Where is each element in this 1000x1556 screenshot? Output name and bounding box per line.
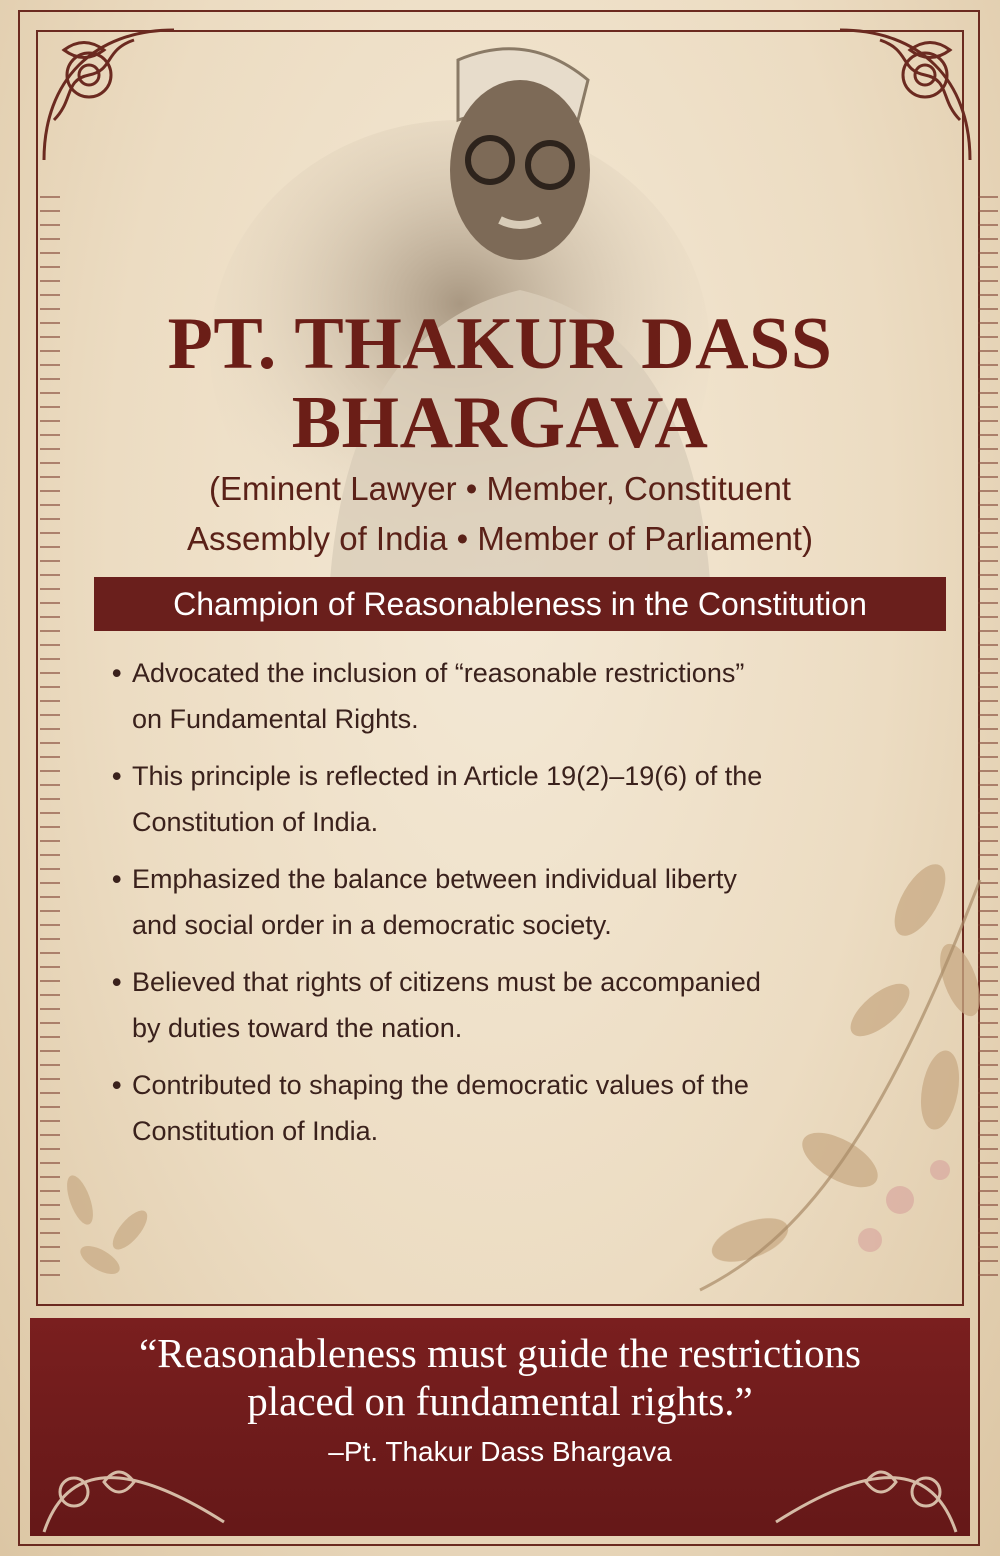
left-floral-decoration-icon xyxy=(40,1160,210,1300)
top-right-ornament-icon xyxy=(830,20,980,170)
top-left-ornament-icon xyxy=(34,20,184,170)
list-item xyxy=(112,856,892,948)
point-line-2: Constitution of India. xyxy=(132,807,379,837)
point-line-1: This principle is reflected in Article 19(2)–19(6) of the xyxy=(132,761,763,791)
point-line-1: Believed that rights of citizens must be accompanied xyxy=(132,967,761,997)
title-line-1: PT. THAKUR DASS xyxy=(167,303,833,385)
point-line-1: Emphasized the balance between individual liberty xyxy=(132,864,737,894)
list-item xyxy=(112,959,892,1051)
bullet: • xyxy=(112,658,122,688)
list-item xyxy=(112,753,892,845)
key-points-list xyxy=(112,650,892,1165)
point-line-2: Constitution of India. xyxy=(132,1116,379,1146)
subtitle-line-2: Assembly of India • Member of Parliament) xyxy=(187,520,813,557)
point-line-2: and social order in a democratic society. xyxy=(132,910,612,940)
quote-line-1: “Reasonableness must guide the restrictions xyxy=(139,1330,861,1376)
list-item xyxy=(112,650,892,742)
point-line-1: Contributed to shaping the democratic values of the xyxy=(132,1070,749,1100)
title-line-2: BHARGAVA xyxy=(291,382,709,464)
point-line-1: Advocated the inclusion of “reasonable restrictions” xyxy=(132,658,745,688)
subtitle-line-1: (Eminent Lawyer • Member, Constituent xyxy=(209,470,791,507)
quote-line-2: placed on fundamental rights.” xyxy=(247,1378,753,1424)
quote-attribution: –Pt. Thakur Dass Bhargava xyxy=(328,1436,672,1467)
point-line-2: on Fundamental Rights. xyxy=(132,704,419,734)
point-line-2: by duties toward the nation. xyxy=(132,1013,463,1043)
bullet: • xyxy=(112,864,122,894)
bullet: • xyxy=(112,761,122,791)
bullet: • xyxy=(112,967,122,997)
list-item xyxy=(112,1062,892,1154)
bullet: • xyxy=(112,1070,122,1100)
section-banner: Champion of Reasonableness in the Constitution xyxy=(94,577,946,631)
